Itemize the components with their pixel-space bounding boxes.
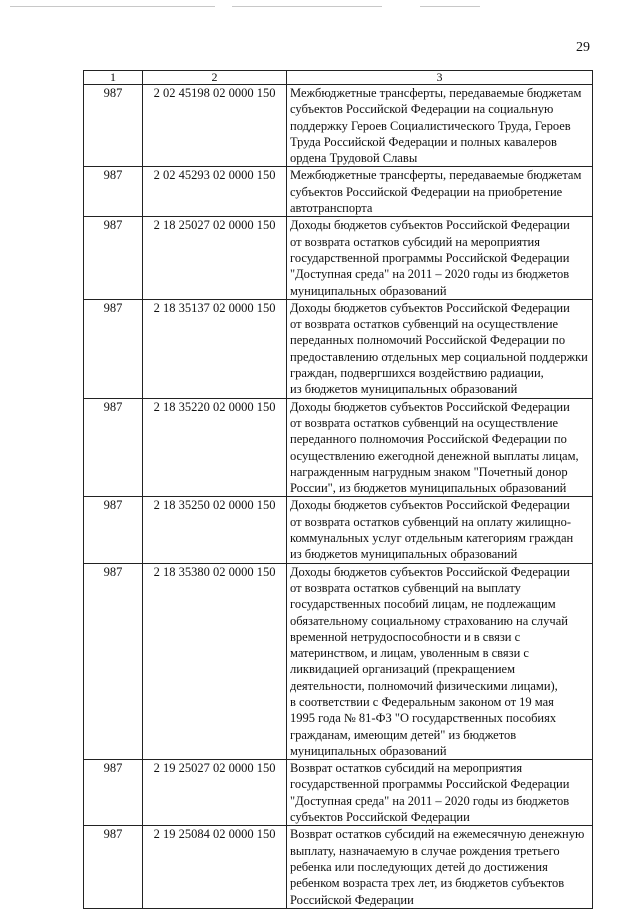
admin-code-cell: 987 xyxy=(84,299,143,398)
header-col-3: 3 xyxy=(287,71,593,85)
table-row xyxy=(84,563,593,760)
admin-code-cell: 987 xyxy=(84,497,143,563)
income-code-cell: 2 02 45293 02 0000 150 xyxy=(143,167,287,217)
income-name-cell: Межбюджетные трансферты, передаваемые бюджетам субъектов Российской Федерации на социальную поддержку Героев Социалистического Труда, Героев Труда Российской Федерации и полных кавалеров ордена Трудовой Славы xyxy=(287,85,593,167)
income-code-cell: 2 18 25027 02 0000 150 xyxy=(143,217,287,299)
table-row xyxy=(84,299,593,398)
header-col-2: 2 xyxy=(143,71,287,85)
admin-code-cell: 987 xyxy=(84,217,143,299)
budget-codes-table xyxy=(83,70,593,909)
admin-code-cell: 987 xyxy=(84,167,143,217)
income-name-cell: Доходы бюджетов субъектов Российской Федерации от возврата остатков субвенций на выплату государственных пособий лицам, не подлежащим обязательному социальному страхованию на случай временной нетрудоспособности и в связи с материнством, и лицам, уволенным в связи с ликвидацией организаций (прекращением деятельности, полномочий физическими лицами), в соответствии с Федеральным законом от 19 мая 1995 года № 81-ФЗ "О государственных пособиях гражданам, имеющим детей" из бюджетов муниципальных образований xyxy=(287,563,593,760)
income-code-cell: 2 19 25027 02 0000 150 xyxy=(143,760,287,826)
income-code-cell: 2 18 35250 02 0000 150 xyxy=(143,497,287,563)
top-rule-right xyxy=(420,6,480,7)
income-code-cell: 2 18 35380 02 0000 150 xyxy=(143,563,287,760)
admin-code-cell: 987 xyxy=(84,760,143,826)
income-name-cell: Доходы бюджетов субъектов Российской Федерации от возврата остатков субвенций на осуществление переданных полномочий Российской Федерации по предоставлению отдельных мер социальной поддержки граждан, подвергшихся воздействию радиации, из бюджетов муниципальных образований xyxy=(287,299,593,398)
income-name-cell: Доходы бюджетов субъектов Российской Федерации от возврата остатков субсидий на мероприятия государственной программы Российской Федерации "Доступная среда" на 2011 – 2020 годы из бюджетов муниципальных образований xyxy=(287,217,593,299)
top-rule-middle xyxy=(232,6,382,7)
table-row xyxy=(84,167,593,217)
table-row xyxy=(84,217,593,299)
table-row xyxy=(84,398,593,497)
header-col-1: 1 xyxy=(84,71,143,85)
table-row xyxy=(84,826,593,908)
income-name-cell: Межбюджетные трансферты, передаваемые бюджетам субъектов Российской Федерации на приобретение автотранспорта xyxy=(287,167,593,217)
income-name-cell: Возврат остатков субсидий на мероприятия государственной программы Российской Федерации "Доступная среда" на 2011 – 2020 годы из бюджетов субъектов Российской Федерации xyxy=(287,760,593,826)
table-row xyxy=(84,85,593,167)
admin-code-cell: 987 xyxy=(84,563,143,760)
income-name-cell: Доходы бюджетов субъектов Российской Федерации от возврата остатков субвенций на осуществление переданного полномочия Российской Федерации по осуществлению ежегодной денежной выплаты лицам, награжденным нагрудным знаком "Почетный донор России", из бюджетов муниципальных образований xyxy=(287,398,593,497)
admin-code-cell: 987 xyxy=(84,85,143,167)
table-row xyxy=(84,760,593,826)
income-code-cell: 2 02 45198 02 0000 150 xyxy=(143,85,287,167)
table-row xyxy=(84,497,593,563)
admin-code-cell: 987 xyxy=(84,826,143,908)
income-name-cell: Доходы бюджетов субъектов Российской Федерации от возврата остатков субвенций на оплату жилищно- коммунальных услуг отдельным категориям граждан из бюджетов муниципальных образований xyxy=(287,497,593,563)
income-code-cell: 2 18 35220 02 0000 150 xyxy=(143,398,287,497)
income-name-cell: Возврат остатков субсидий на ежемесячную денежную выплату, назначаемую в случае рождения третьего ребенка или последующих детей до достижения ребенком возраста трех лет, из бюджетов субъектов Российской Федерации xyxy=(287,826,593,908)
top-rule-left xyxy=(10,6,215,7)
admin-code-cell: 987 xyxy=(84,398,143,497)
page-number: 29 xyxy=(576,40,590,55)
income-code-cell: 2 19 25084 02 0000 150 xyxy=(143,826,287,908)
income-code-cell: 2 18 35137 02 0000 150 xyxy=(143,299,287,398)
table-header-row xyxy=(84,71,593,85)
